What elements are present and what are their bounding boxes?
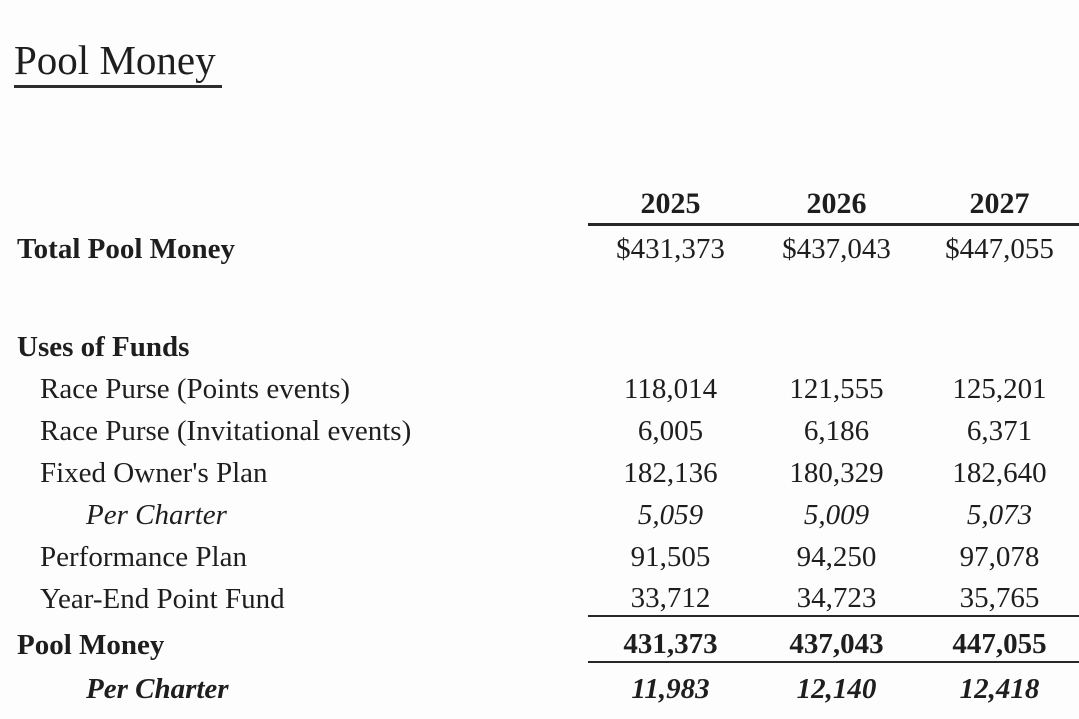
page-title: Pool Money (14, 40, 222, 88)
year-header-row (0, 178, 1079, 224)
cell-value: 91,505 (630, 541, 711, 573)
cell-value: $437,043 (782, 233, 891, 265)
year-header: 2027 (920, 178, 1079, 224)
row-label: Race Purse (Invitational events) (40, 415, 412, 447)
row-label: Fixed Owner's Plan (40, 457, 268, 489)
table-row-pool-money-total (0, 616, 1079, 662)
table-row-performance-plan (0, 532, 1079, 574)
cell-value: 5,073 (966, 499, 1033, 531)
cell-value: $431,373 (616, 233, 725, 265)
table-row-race-purse-invitational (0, 406, 1079, 448)
row-label: Year-End Point Fund (40, 583, 285, 615)
cell-value: 33,712 (588, 574, 753, 616)
pool-money-table (0, 178, 1079, 706)
cell-value: 125,201 (952, 373, 1047, 405)
row-label: Per Charter (86, 673, 229, 705)
cell-value: 6,371 (966, 415, 1033, 447)
empty-corner-cell (0, 178, 588, 224)
cell-value: 121,555 (789, 373, 884, 405)
cell-value: 11,983 (631, 673, 710, 705)
cell-value: 12,140 (796, 673, 877, 705)
cell-value: 6,005 (637, 415, 704, 447)
row-label: Pool Money (17, 629, 165, 661)
row-label: Per Charter (86, 499, 227, 531)
cell-value: 34,723 (753, 574, 920, 616)
year-header: 2025 (588, 178, 753, 224)
row-label: Race Purse (Points events) (40, 373, 351, 405)
table-row-race-purse-points (0, 364, 1079, 406)
spacer-row (0, 266, 1079, 324)
row-label: Total Pool Money (17, 233, 236, 265)
table-row-total-pool-money (0, 224, 1079, 266)
cell-value: 5,009 (803, 499, 870, 531)
cell-value: 6,186 (803, 415, 870, 447)
cell-value: 5,059 (637, 499, 704, 531)
table-row-year-end-point-fund (0, 574, 1079, 616)
cell-value: 12,418 (959, 673, 1040, 705)
cell-value: 118,014 (623, 373, 718, 405)
cell-value: 35,765 (920, 574, 1079, 616)
cell-value: 94,250 (796, 541, 877, 573)
table-row-per-charter-total (0, 662, 1079, 706)
row-label: Uses of Funds (17, 331, 190, 363)
table-row-uses-of-funds (0, 324, 1079, 364)
cell-value: 431,373 (588, 616, 753, 662)
cell-value: 437,043 (753, 616, 920, 662)
year-header: 2026 (753, 178, 920, 224)
cell-value: 182,640 (952, 457, 1047, 489)
cell-value: 97,078 (959, 541, 1040, 573)
cell-value: 182,136 (623, 457, 718, 489)
cell-value: 180,329 (789, 457, 884, 489)
table-row-per-charter-fixed (0, 490, 1079, 532)
cell-value: 447,055 (920, 616, 1079, 662)
cell-value: $447,055 (945, 233, 1054, 265)
row-label: Performance Plan (40, 541, 247, 573)
table-row-fixed-owners-plan (0, 448, 1079, 490)
